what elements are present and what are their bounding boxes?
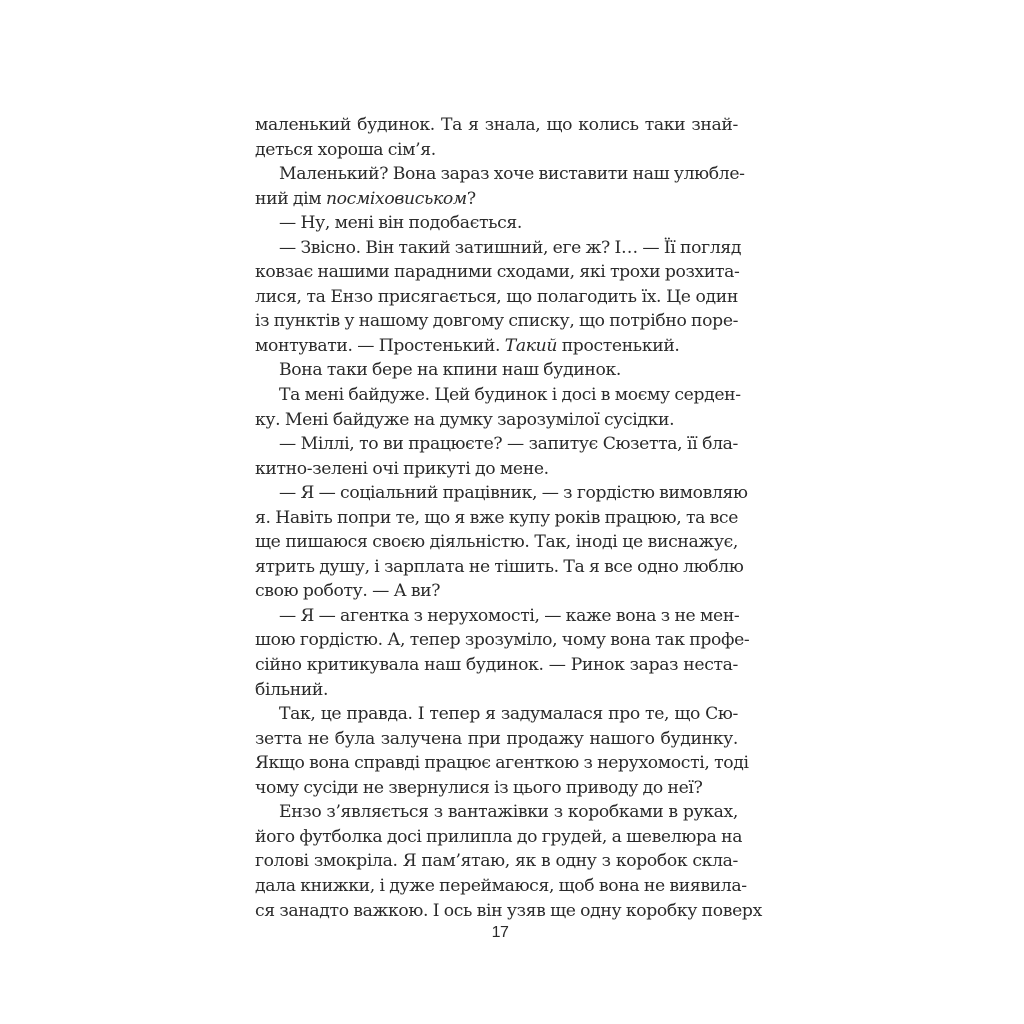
text-line [255, 334, 738, 359]
text-line: ятрить душу, і зарплата не тішить. Та я все одно люблю [255, 556, 744, 577]
text-line: Маленький? Вона зараз хоче виставити наш улюбле- [279, 164, 745, 185]
text-line: я. Навіть попри те, що я вже купу років працюю, та все [255, 507, 739, 528]
text-line: голові змокріла. Я пам’ятаю, як в одну з коробок скла- [255, 851, 738, 872]
text-line: більний. [255, 679, 329, 700]
text-line: свою роботу. — А ви? [255, 581, 441, 602]
text-line: ся занадто важкою. І ось він узяв ще одну коробку поверх [255, 900, 762, 921]
italic-emphasis: Такий [504, 335, 558, 356]
text-line: сійно критикувала наш будинок. — Ринок зараз неста- [255, 655, 738, 676]
text-line: ковзає нашими парадними сходами, які трохи розхита- [255, 262, 740, 283]
page-number: 17 [491, 924, 509, 941]
text-line: дала книжки, і дуже переймаюся, щоб вона не виявила- [255, 875, 747, 896]
text-line: — Міллі, то ви працюєте? — запитує Сюзетта, її бла- [279, 434, 738, 455]
text-segment: простенький. [557, 335, 680, 356]
text-line: Вона таки бере на кпини наш будинок. [279, 360, 621, 381]
text-line: лися, та Ензо присягається, що полагодить їх. Це один [255, 286, 738, 307]
text-line: маленький будинок. Та я знала, що колись таки знай- [255, 115, 738, 135]
text-line: ще пишаюся своєю діяльністю. Так, іноді це виснажує, [255, 532, 738, 553]
text-line: ку. Мені байдуже на думку зарозумілої сусідки. [255, 409, 675, 430]
text-segment: ний дім [255, 188, 326, 209]
text-line: — Звісно. Він такий затишний, еге ж? І… — Її погляд [279, 237, 742, 258]
text-line: Та мені байдуже. Цей будинок і досі в моєму серден- [279, 385, 741, 406]
text-line: зетта не була залучена при продажу нашого будинку. [255, 728, 738, 749]
text-line: — Ну, мені він подобається. [279, 213, 523, 234]
text-line: чому сусіди не звернулися із цього приводу до неї? [255, 777, 703, 798]
text-line: його футболка досі прилипла до грудей, а шевелюра на [255, 826, 743, 847]
text-line: із пунктів у нашому довгому списку, що потрібно поре- [255, 311, 739, 332]
text-line: китно-зелені очі прикуті до мене. [255, 458, 549, 479]
text-line: Якщо вона справді працює агенткою з нерухомості, тоді [255, 753, 749, 774]
body-text [255, 113, 762, 923]
text-line: шою гордістю. А, тепер зрозуміло, чому вона так профе- [255, 630, 750, 651]
text-segment: ? [466, 188, 476, 209]
text-line: Так, це правда. І тепер я задумалася про те, що Сю- [279, 704, 738, 725]
text-line: — Я — агентка з нерухомості, — каже вона з не мен- [279, 605, 740, 626]
italic-emphasis: посміховиськом [325, 188, 467, 209]
text-line: Ензо з’являється з вантажівки з коробками в руках, [279, 802, 738, 823]
text-line [255, 187, 738, 212]
text-line: — Я — соціальний працівник, — з гордістю вимовляю [279, 483, 748, 504]
text-line: деться хороша сім’я. [255, 139, 436, 160]
text-segment: монтувати. — Простенький. [255, 335, 505, 356]
